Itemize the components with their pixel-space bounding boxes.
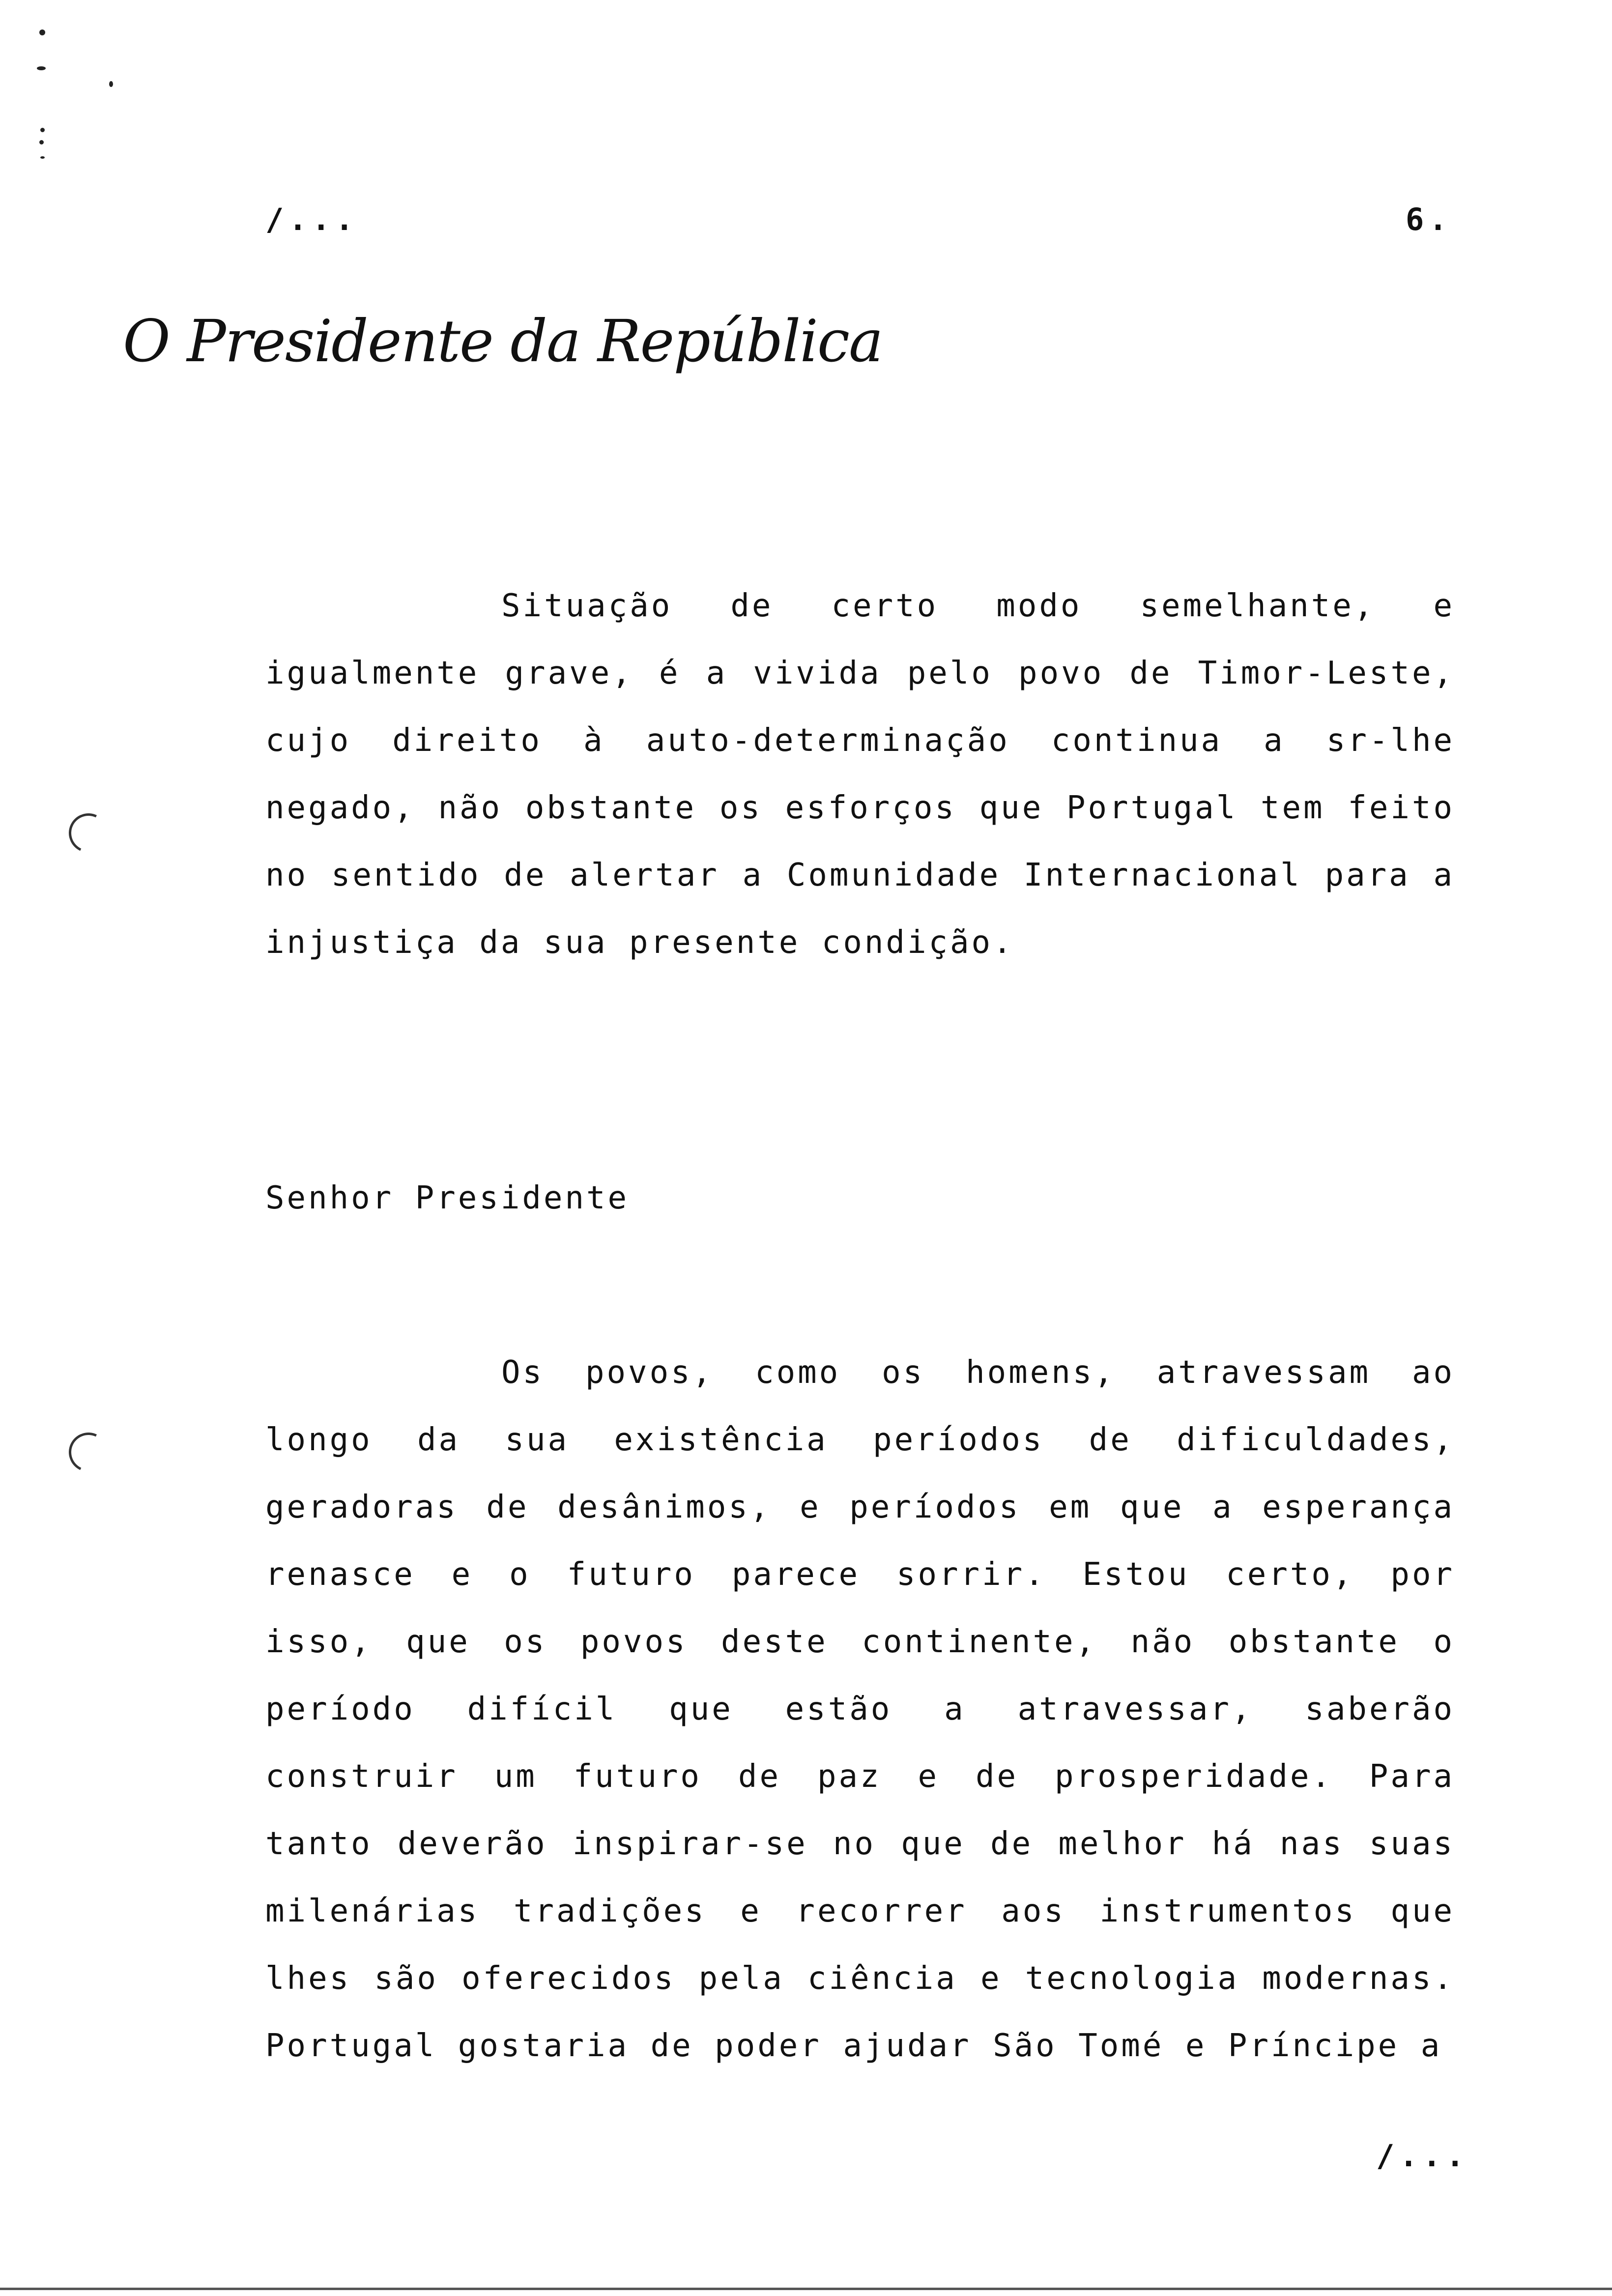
letterhead-title: O Presidente da República (123, 307, 883, 375)
paragraph-povos (265, 1339, 1455, 2080)
continuation-marker-bottom: /... (1376, 2138, 1469, 2174)
punch-hole-mark (63, 808, 114, 859)
paragraph-text: Os povos, como os homens, atravessam ao longo da sua existência períodos de dificuldades, geradoras de desânimos, e períodos em que a esperança renasce e o futuro parece sorrir. Estou certo, por isso, que os povos deste continente, não obstante o período difícil que estão a atravessar, saberão construir um futuro de paz e de prosperidade. Para tanto deverão inspirar-se no que de melhor há nas suas milenárias tradições e recorrer aos instrumentos que lhes são oferecidos pela ciência e tecnologia modernas. Portugal gostaria de poder ajudar São Tomé e Príncipe a (265, 1354, 1455, 2064)
scan-edge-line (0, 2288, 1612, 2290)
scan-speck (37, 66, 46, 70)
scan-speck (39, 29, 45, 35)
punch-hole-mark (63, 1427, 114, 1478)
scan-speck (40, 128, 45, 132)
scan-speck (109, 81, 113, 87)
scan-speck (39, 140, 44, 144)
paragraph-timor (265, 573, 1455, 976)
salutation: Senhor Presidente (265, 1180, 630, 1216)
scan-speck (40, 156, 45, 159)
page-number: 6. (1406, 201, 1452, 237)
continuation-marker-top: /... (265, 201, 359, 237)
paragraph-text: Situação de certo modo semelhante, e igualmente grave, é a vivida pelo povo de Timor-Leste, cujo direito à auto-determinação continua a sr-lhe negado, não obstante os esforços que Portugal tem feito no sentido de alertar a Comunidade Internacional para a injustiça da sua presente condição. (265, 588, 1455, 961)
